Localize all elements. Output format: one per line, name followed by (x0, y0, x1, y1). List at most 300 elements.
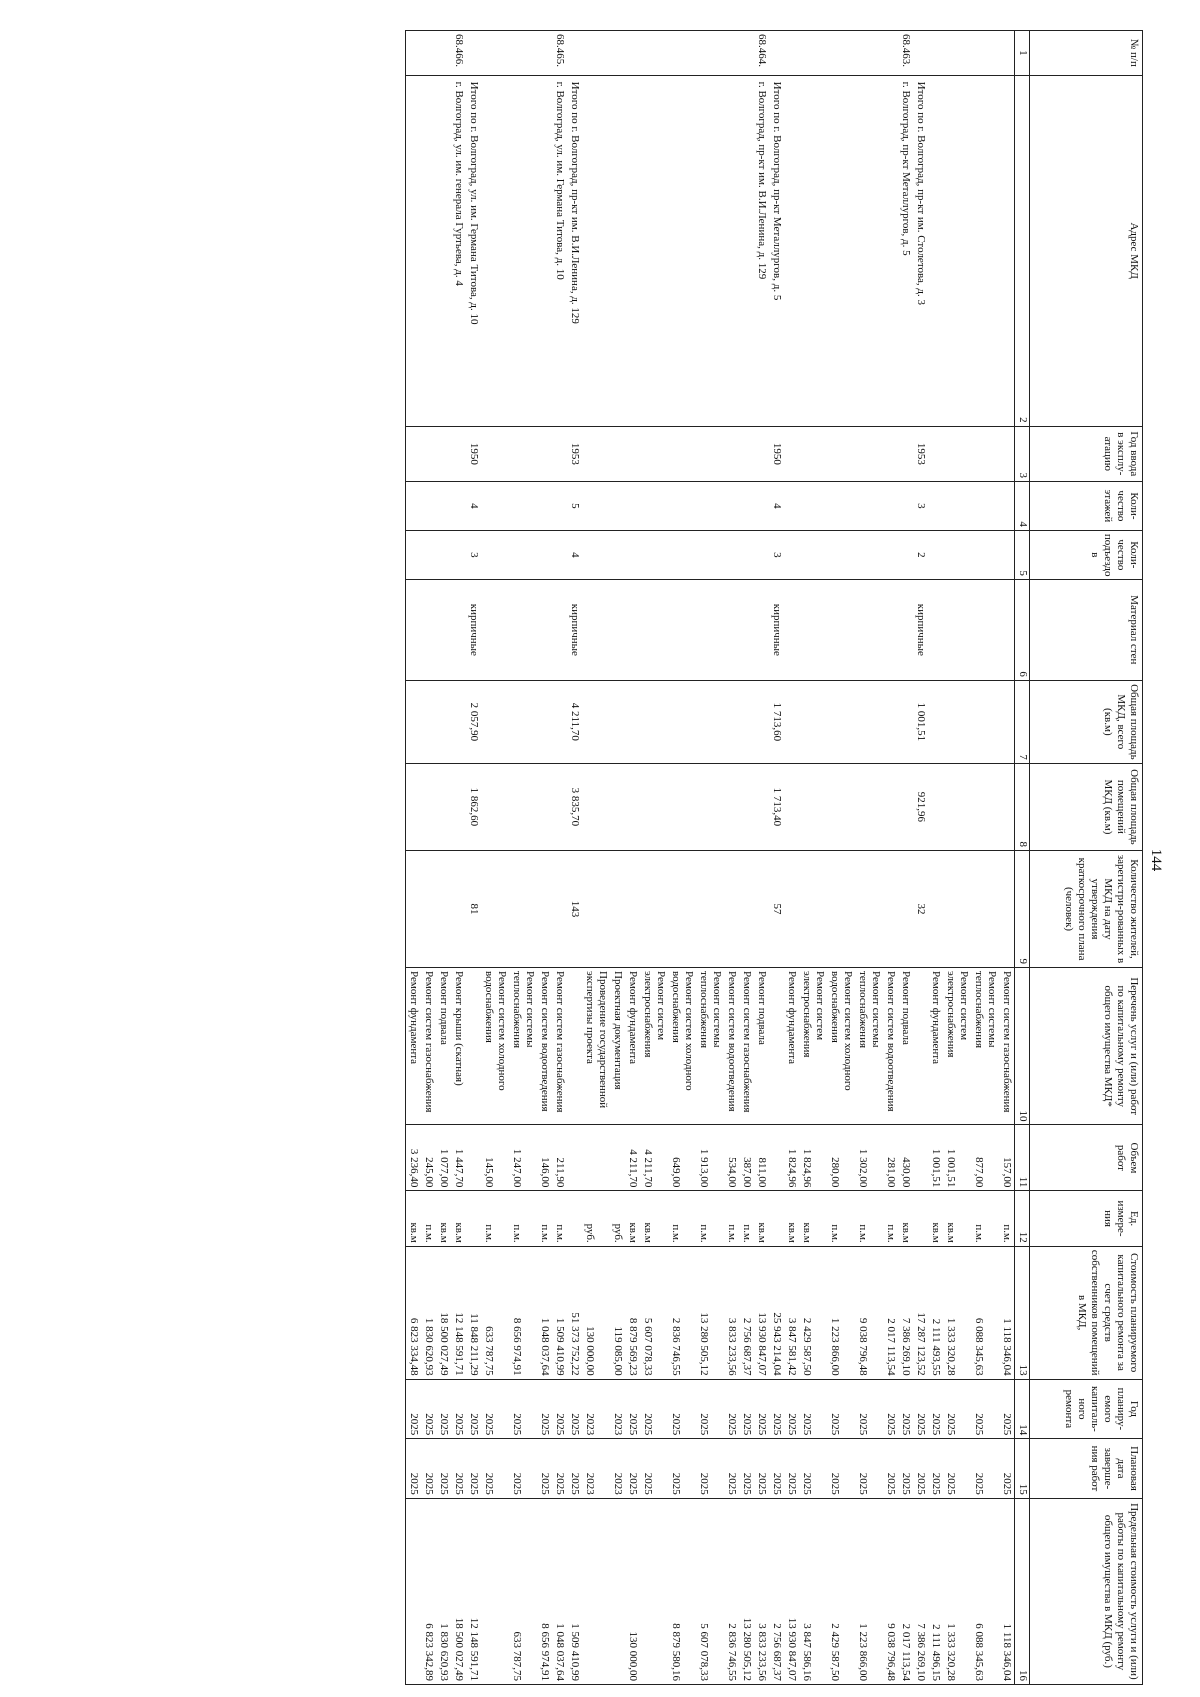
cell-num (883, 31, 898, 76)
cell-num (436, 31, 451, 76)
cell-ent: 2 (913, 530, 928, 579)
table-row (640, 31, 668, 1685)
column-header: Стоимость планируемого капитального ремонта за счет средств собственников помещений в МКД, (1030, 1246, 1143, 1379)
cell-y (537, 426, 552, 481)
cell-parea (799, 763, 827, 850)
cell-fl (754, 481, 769, 530)
cell-cost: 17 287 123,52 (913, 1246, 928, 1379)
table-row (784, 31, 799, 1685)
cell-parea (696, 763, 724, 850)
cell-end: 2025 (421, 1439, 436, 1499)
cell-cost: 51 373 752,22 (567, 1246, 582, 1379)
cell-work: Проектная документация (610, 968, 625, 1125)
cell-res (509, 851, 537, 968)
cell-limit: 2 111 496,15 (928, 1498, 943, 1684)
column-header: Коли-чество этажей (1030, 481, 1143, 530)
cell-num (855, 31, 883, 76)
cell-res: 57 (769, 851, 784, 968)
cell-end: 2025 (724, 1439, 739, 1499)
cell-area (943, 680, 971, 763)
cell-addr (668, 75, 696, 426)
cell-end: 2025 (509, 1439, 537, 1499)
cell-parea: 3 835,70 (567, 763, 582, 850)
cell-parea (625, 763, 640, 850)
cell-ent (883, 530, 898, 579)
cell-res (696, 851, 724, 968)
cell-num (739, 31, 754, 76)
cell-end: 2025 (625, 1439, 640, 1499)
cell-res (784, 851, 799, 968)
cell-addr (739, 75, 754, 426)
cell-unit: кв.м (799, 1191, 827, 1246)
cell-parea (451, 763, 466, 850)
cell-parea (668, 763, 696, 850)
cell-addr (943, 75, 971, 426)
cell-year: 2025 (928, 1379, 943, 1439)
cell-y (451, 426, 466, 481)
cell-fl (436, 481, 451, 530)
cell-num (971, 31, 999, 76)
cell-vol: 534,00 (724, 1125, 739, 1191)
column-number: 13 (1015, 1246, 1030, 1379)
cell-mat (898, 579, 913, 680)
cell-ent (971, 530, 999, 579)
cell-unit: п.м. (552, 1191, 567, 1246)
cell-y (406, 426, 422, 481)
cell-unit: кв.м (625, 1191, 640, 1246)
column-header: Объем работ (1030, 1125, 1143, 1191)
cell-fl (509, 481, 537, 530)
cell-parea (552, 763, 567, 850)
cell-parea: 1 862,60 (466, 763, 481, 850)
cell-vol: 1 824,96 (784, 1125, 799, 1191)
cell-addr (784, 75, 799, 426)
cell-unit: кв.м (784, 1191, 799, 1246)
cell-limit: 1 830 620,93 (436, 1498, 451, 1684)
cell-mat (827, 579, 855, 680)
cell-work (567, 968, 582, 1125)
cell-y (640, 426, 668, 481)
cell-cost: 11 848 211,29 (466, 1246, 481, 1379)
rotated-page (33, 30, 1165, 1690)
cell-mat: кирпичные (769, 579, 784, 680)
cell-ent (739, 530, 754, 579)
cell-area (640, 680, 668, 763)
cell-fl (883, 481, 898, 530)
cell-unit: п.м. (971, 1191, 999, 1246)
cell-vol: 3 236,40 (406, 1125, 422, 1191)
cell-mat (610, 579, 625, 680)
cell-mat (883, 579, 898, 680)
cell-work (769, 968, 784, 1125)
cell-end: 2025 (827, 1439, 855, 1499)
cell-end: 2025 (451, 1439, 466, 1499)
cell-mat (640, 579, 668, 680)
cell-y (943, 426, 971, 481)
cell-mat (509, 579, 537, 680)
cell-addr (855, 75, 883, 426)
cell-unit: п.м. (481, 1191, 509, 1246)
cell-res (451, 851, 466, 968)
cell-cost: 2 836 746,55 (668, 1246, 696, 1379)
cell-cost: 2 111 493,55 (928, 1246, 943, 1379)
cell-cost: 3 833 233,56 (724, 1246, 739, 1379)
cell-fl (406, 481, 422, 530)
cell-vol (582, 1125, 610, 1191)
cell-unit: п.м. (537, 1191, 552, 1246)
cell-mat: кирпичные (466, 579, 481, 680)
cell-mat (436, 579, 451, 680)
table-row (769, 31, 784, 1685)
cell-res (668, 851, 696, 968)
cell-year: 2025 (567, 1379, 582, 1439)
cell-fl: 3 (913, 481, 928, 530)
cell-unit: п.м. (999, 1191, 1015, 1246)
cell-area (509, 680, 537, 763)
cell-unit: кв.м (406, 1191, 422, 1246)
table-row (724, 31, 739, 1685)
cell-addr (971, 75, 999, 426)
cell-parea (898, 763, 913, 850)
cell-res (928, 851, 943, 968)
cell-res (610, 851, 625, 968)
cell-year: 2025 (769, 1379, 784, 1439)
cell-num (784, 31, 799, 76)
cell-ent (640, 530, 668, 579)
cell-cost: 1 118 346,04 (999, 1246, 1015, 1379)
cell-mat (537, 579, 552, 680)
cell-work: Ремонт систем водоотведения (724, 968, 739, 1125)
cell-area (827, 680, 855, 763)
cell-area (625, 680, 640, 763)
column-number: 11 (1015, 1125, 1030, 1191)
cell-year: 2025 (883, 1379, 898, 1439)
cell-end: 2025 (739, 1439, 754, 1499)
cell-mat (799, 579, 827, 680)
cell-area: 1 713,60 (769, 680, 784, 763)
cell-year: 2025 (971, 1379, 999, 1439)
cell-year: 2025 (999, 1379, 1015, 1439)
cell-num: 68.465. (552, 31, 567, 76)
cell-unit: п.м. (724, 1191, 739, 1246)
column-number: 7 (1015, 680, 1030, 763)
cell-limit: 1 118 346,04 (999, 1498, 1015, 1684)
cell-addr (696, 75, 724, 426)
cell-work: Ремонт систем электроснабжения (640, 968, 668, 1125)
cell-mat: кирпичные (567, 579, 582, 680)
cell-y (610, 426, 625, 481)
cell-vol: 1 447,70 (451, 1125, 466, 1191)
column-header: Год планиру-емого капиталь-ного ремонта (1030, 1379, 1143, 1439)
cell-res (436, 851, 451, 968)
cell-parea (928, 763, 943, 850)
column-header: Количество жителей, зарегистри-рованных в МКД на дату утверждения краткосрочного плана (человек) (1030, 851, 1143, 968)
cell-fl: 4 (769, 481, 784, 530)
cell-work (466, 968, 481, 1125)
cell-addr (640, 75, 668, 426)
cell-ent (827, 530, 855, 579)
cell-ent (898, 530, 913, 579)
cell-res (582, 851, 610, 968)
cell-res (537, 851, 552, 968)
cell-mat (406, 579, 422, 680)
cell-year: 2025 (898, 1379, 913, 1439)
cell-unit: руб. (582, 1191, 610, 1246)
cell-area (582, 680, 610, 763)
cell-work: Ремонт систем холодного водоснабжения (668, 968, 696, 1125)
cell-fl (739, 481, 754, 530)
column-number-row (1015, 31, 1030, 1685)
cell-ent (625, 530, 640, 579)
cell-area (928, 680, 943, 763)
cell-limit: 7 386 269,10 (913, 1498, 928, 1684)
cell-unit: кв.м (451, 1191, 466, 1246)
cell-year: 2025 (421, 1379, 436, 1439)
cell-limit: 130 000,00 (625, 1498, 640, 1684)
cell-fl (724, 481, 739, 530)
cell-unit: кв.м (928, 1191, 943, 1246)
cell-mat: кирпичные (913, 579, 928, 680)
cell-work: Ремонт фундамента (928, 968, 943, 1125)
table-row (610, 31, 625, 1685)
cell-year: 2025 (827, 1379, 855, 1439)
cell-unit (567, 1191, 582, 1246)
cell-y (436, 426, 451, 481)
table-row (481, 31, 509, 1685)
cell-area (481, 680, 509, 763)
cell-ent: 3 (466, 530, 481, 579)
cell-res (999, 851, 1015, 968)
cell-fl (668, 481, 696, 530)
cell-limit: 2 756 687,37 (769, 1498, 784, 1684)
cell-vol: 157,00 (999, 1125, 1015, 1191)
cell-vol (769, 1125, 784, 1191)
cell-work: Ремонт фундамента (406, 968, 422, 1125)
cell-addr: Итого по г. Волгоград, пр-кт Металлургов, д. 5 (769, 75, 784, 426)
cell-work: Ремонт системы теплоснабжения (971, 968, 999, 1125)
cell-fl (898, 481, 913, 530)
cell-mat (943, 579, 971, 680)
cell-cost: 18 500 027,49 (436, 1246, 451, 1379)
cell-year: 2025 (406, 1379, 422, 1439)
cell-res (724, 851, 739, 968)
cell-cost: 2 017 113,54 (883, 1246, 898, 1379)
cell-res (739, 851, 754, 968)
cell-unit: п.м. (855, 1191, 883, 1246)
cell-addr: Итого по г. Волгоград, пр-кт им. В.И.Ленина, д. 129 (567, 75, 582, 426)
cell-y: 1953 (567, 426, 582, 481)
cell-parea (537, 763, 552, 850)
cell-unit: руб. (610, 1191, 625, 1246)
column-header: Общая площадь помещений МКД (кв.м) (1030, 763, 1143, 850)
cell-unit (769, 1191, 784, 1246)
column-number: 9 (1015, 851, 1030, 968)
cell-end: 2025 (913, 1439, 928, 1499)
cell-y (724, 426, 739, 481)
cell-work: Ремонт подвала (436, 968, 451, 1125)
cell-ent (610, 530, 625, 579)
cell-y (883, 426, 898, 481)
cell-num (769, 31, 784, 76)
cell-y (552, 426, 567, 481)
cell-num (913, 31, 928, 76)
cell-area (552, 680, 567, 763)
cell-end: 2025 (943, 1439, 971, 1499)
cell-res (406, 851, 422, 968)
cell-addr (883, 75, 898, 426)
cell-area (406, 680, 422, 763)
cell-ent (582, 530, 610, 579)
cell-res: 81 (466, 851, 481, 968)
cell-y (625, 426, 640, 481)
cell-limit: 1 333 320,28 (943, 1498, 971, 1684)
column-number: 5 (1015, 530, 1030, 579)
cell-num (466, 31, 481, 76)
cell-end: 2025 (436, 1439, 451, 1499)
cell-addr: Итого по г. Волгоград, пр-кт им. Столетова, д. 3 (913, 75, 928, 426)
cell-unit: п.м. (696, 1191, 724, 1246)
cell-area: 2 057,90 (466, 680, 481, 763)
table-row (466, 31, 481, 1685)
cell-num (421, 31, 436, 76)
column-header: Плановая дата заверше-ния работ (1030, 1439, 1143, 1499)
cell-end: 2025 (552, 1439, 567, 1499)
cell-mat (971, 579, 999, 680)
column-header: Коли-чество подъездо в (1030, 530, 1143, 579)
cell-cost: 1 048 037,64 (537, 1246, 552, 1379)
cell-end: 2025 (999, 1439, 1015, 1499)
cell-end: 2023 (610, 1439, 625, 1499)
column-number: 15 (1015, 1439, 1030, 1499)
cell-limit (610, 1498, 625, 1684)
cell-year: 2025 (509, 1379, 537, 1439)
cell-res (898, 851, 913, 968)
cell-y: 1953 (913, 426, 928, 481)
cell-mat (724, 579, 739, 680)
cell-parea (640, 763, 668, 850)
cell-parea (999, 763, 1015, 850)
cell-year: 2025 (552, 1379, 567, 1439)
cell-limit: 9 038 796,48 (883, 1498, 898, 1684)
cell-limit: 2 017 113,54 (898, 1498, 913, 1684)
cell-area (668, 680, 696, 763)
cell-work: Ремонт систем электроснабжения (799, 968, 827, 1125)
column-number: 12 (1015, 1191, 1030, 1246)
cell-res: 143 (567, 851, 582, 968)
cell-end: 2025 (481, 1439, 509, 1499)
cell-cost: 1 333 320,28 (943, 1246, 971, 1379)
cell-mat (855, 579, 883, 680)
cell-unit: кв.м (436, 1191, 451, 1246)
cell-cost: 119 085,00 (610, 1246, 625, 1379)
cell-num (509, 31, 537, 76)
table-row (696, 31, 724, 1685)
cell-res (552, 851, 567, 968)
cell-vol: 1 077,00 (436, 1125, 451, 1191)
cell-vol: 649,00 (668, 1125, 696, 1191)
cell-res (754, 851, 769, 968)
cell-limit: 6 088 345,63 (971, 1498, 999, 1684)
cell-end: 2025 (898, 1439, 913, 1499)
cell-unit (913, 1191, 928, 1246)
table-row (436, 31, 451, 1685)
cell-vol: 146,00 (537, 1125, 552, 1191)
cell-area (610, 680, 625, 763)
cell-parea (943, 763, 971, 850)
cell-limit (582, 1498, 610, 1684)
cell-cost: 633 787,75 (481, 1246, 509, 1379)
cell-work: Ремонт систем водоотведения (537, 968, 552, 1125)
cell-work: Ремонт систем газоснабжения (552, 968, 567, 1125)
cell-y (784, 426, 799, 481)
cell-end: 2025 (640, 1439, 668, 1499)
cell-limit: 12 148 591,71 (466, 1498, 481, 1684)
table-row (943, 31, 971, 1685)
column-header: Адрес МКД (1030, 75, 1143, 426)
column-header: Общая площадь МКД, всего (кв.м) (1030, 680, 1143, 763)
cell-addr: г. Волгоград, пр-кт им. В.И.Ленина, д. 129 (754, 75, 769, 426)
cell-cost: 2 429 587,50 (799, 1246, 827, 1379)
table-row (883, 31, 898, 1685)
cell-limit: 1 223 866,00 (855, 1498, 883, 1684)
cell-limit: 3 833 233,56 (754, 1498, 769, 1684)
cell-fl (943, 481, 971, 530)
table-row (552, 31, 567, 1685)
cell-limit: 1 509 410,99 (567, 1498, 582, 1684)
cell-cost: 2 756 687,37 (739, 1246, 754, 1379)
cell-work: Ремонт систем газоснабжения (999, 968, 1015, 1125)
cell-work: Ремонт крыши (скатная) (451, 968, 466, 1125)
cell-mat (625, 579, 640, 680)
cell-res (421, 851, 436, 968)
cell-res (827, 851, 855, 968)
cell-vol: 245,00 (421, 1125, 436, 1191)
cell-cost: 9 038 796,48 (855, 1246, 883, 1379)
table-row (898, 31, 913, 1685)
cell-area (739, 680, 754, 763)
cell-unit: п.м. (668, 1191, 696, 1246)
table-body (406, 31, 1015, 1685)
cell-cost: 13 930 847,07 (754, 1246, 769, 1379)
cell-limit: 2 836 746,55 (724, 1498, 739, 1684)
table-row (999, 31, 1015, 1685)
table-row (913, 31, 928, 1685)
cell-mat (421, 579, 436, 680)
cell-fl (481, 481, 509, 530)
cell-year: 2025 (855, 1379, 883, 1439)
cell-unit: п.м. (509, 1191, 537, 1246)
cell-ent (509, 530, 537, 579)
cell-addr: г. Волгоград, ул. им. генерала Гуртьева, д. 4 (451, 75, 466, 426)
cell-parea (610, 763, 625, 850)
cell-vol (466, 1125, 481, 1191)
column-number: 16 (1015, 1498, 1030, 1684)
cell-unit: кв.м (754, 1191, 769, 1246)
cell-area (696, 680, 724, 763)
column-number: 6 (1015, 579, 1030, 680)
cell-parea: 1 713,40 (769, 763, 784, 850)
cell-y (481, 426, 509, 481)
cell-work: Ремонт подвала (754, 968, 769, 1125)
cell-work (913, 968, 928, 1125)
cell-num (724, 31, 739, 76)
cell-ent: 3 (769, 530, 784, 579)
cell-parea (724, 763, 739, 850)
cell-addr (999, 75, 1015, 426)
cell-limit: 13 280 505,12 (739, 1498, 754, 1684)
cell-limit: 2 429 587,50 (827, 1498, 855, 1684)
table-row (567, 31, 582, 1685)
